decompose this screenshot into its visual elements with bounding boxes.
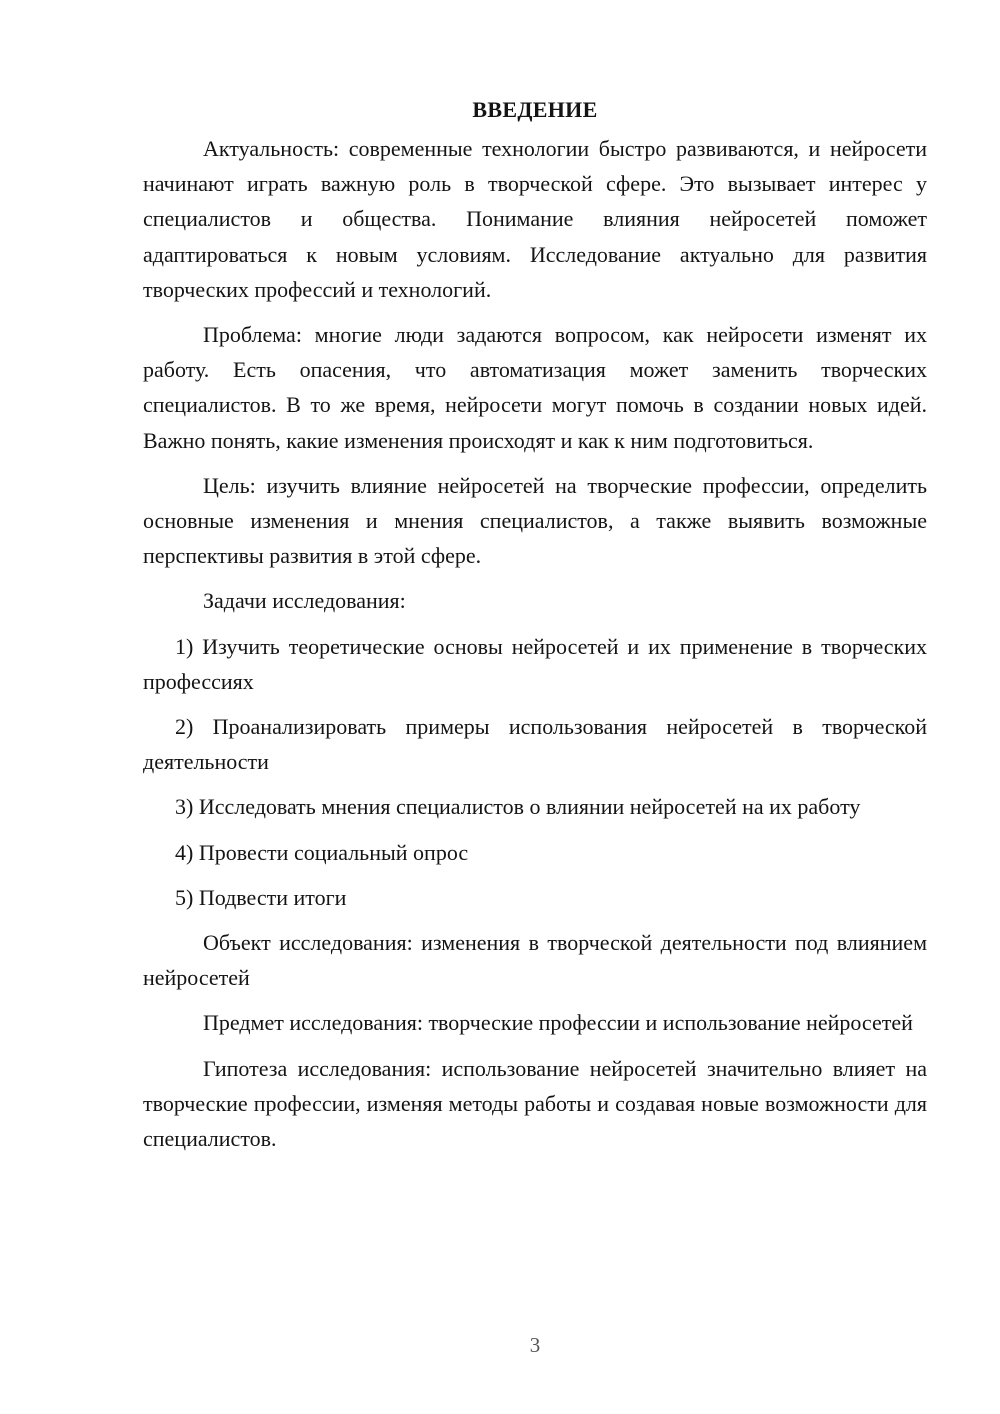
task-item-3: 3) Исследовать мнения специалистов о влиянии нейросетей на их работу: [175, 794, 861, 820]
task-item-2: 2) Проанализировать примеры использования нейросетей в творческой деятельности: [143, 714, 927, 775]
task-item-5: 5) Подвести итоги: [175, 884, 347, 910]
paragraph-object: Объект исследования: изменения в творческой деятельности под влиянием нейросетей: [143, 930, 927, 991]
paragraph-goal: Цель: изучить влияние нейросетей на творческие профессии, определить основные изменения и мнения специалистов, а также выявить возможные перспективы развития в этой сфере.: [143, 472, 927, 569]
task-item-1: 1) Изучить теоретические основы нейросетей и их применение в творческих профессиях: [143, 633, 927, 694]
page-number: 3: [529, 1333, 541, 1357]
document-body: [143, 92, 927, 1156]
paragraph-problem: Проблема: многие люди задаются вопросом, как нейросети изменят их работу. Есть опасения, что автоматизация может заменить творческих специалистов. В то же время, нейросети могут помочь в создании новых идей. Важно понять, какие изменения происходят и как к ним подготовиться.: [143, 322, 927, 453]
paragraph-relevance: Актуальность: современные технологии быстро развиваются, и нейросети начинают играть важную роль в творческой сфере. Это вызывает интерес у специалистов и общества. Понимание влияния нейросетей поможет адаптироваться к новым условиям. Исследование актуально для развития творческих профессий и технологий.: [143, 136, 927, 302]
paragraph-tasks-heading: Задачи исследования:: [203, 588, 406, 614]
section-title: ВВЕДЕНИЕ: [472, 97, 598, 122]
paragraph-subject: Предмет исследования: творческие профессии и использование нейросетей: [203, 1010, 913, 1036]
task-item-4: 4) Провести социальный опрос: [175, 839, 469, 865]
paragraph-hypothesis: Гипотеза исследования: использование нейросетей значительно влияет на творческие профессии, изменяя методы работы и создавая новые возможности для специалистов.: [143, 1055, 927, 1152]
